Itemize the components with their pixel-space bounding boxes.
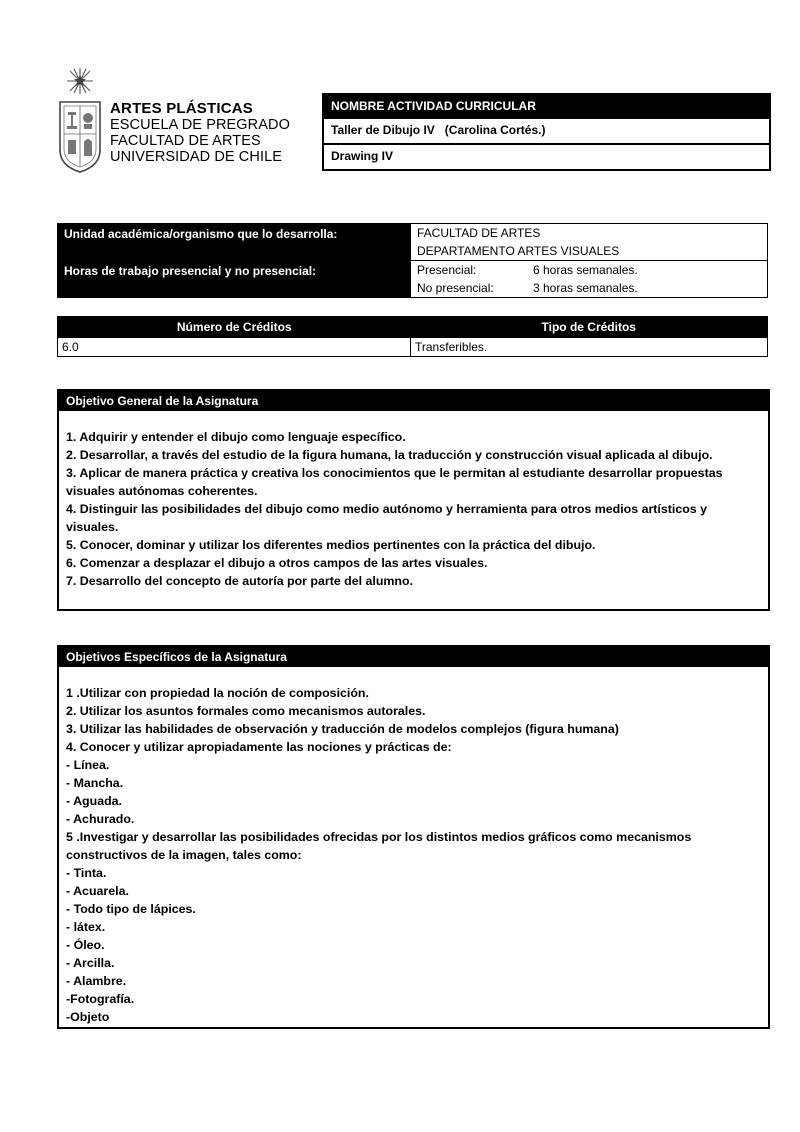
list-item: 6. Comenzar a desplazar el dibujo a otros campos de las artes visuales. xyxy=(66,556,488,570)
unit-row xyxy=(58,224,768,261)
hours-value xyxy=(411,261,768,298)
list-item: - Todo tipo de lápices. xyxy=(66,902,196,916)
specific-objectives-list xyxy=(59,667,768,1026)
list-item: 5 .Investigar y desarrollar las posibilidades ofrecidas por los distintos medios gráficos como mecanismos constructivos de la imagen, tales como: xyxy=(66,830,692,862)
list-item: - Alambre. xyxy=(66,974,127,988)
unit-hours-table xyxy=(57,223,768,298)
hours-row xyxy=(58,261,768,298)
hours-no-presencial-value: 3 horas semanales. xyxy=(533,281,638,295)
hours-no-presencial xyxy=(417,279,761,297)
list-item: 4. Conocer y utilizar apropiadamente las nociones y prácticas de: xyxy=(66,740,452,754)
list-item: - Achurado. xyxy=(66,812,135,826)
specific-objectives-section xyxy=(57,645,770,1029)
list-item: 1. Adquirir y entender el dibujo como lenguaje específico. xyxy=(66,430,406,444)
list-item: 7. Desarrollo del concepto de autoría por parte del alumno. xyxy=(66,574,414,588)
list-item: 1 .Utilizar con propiedad la noción de composición. xyxy=(66,686,369,700)
logo-line-faculty: FACULTAD DE ARTES xyxy=(110,133,261,149)
list-item: -Objeto xyxy=(66,1010,110,1024)
specific-objectives-title: Objetivos Específicos de la Asignatura xyxy=(59,647,768,667)
list-item: - Acuarela. xyxy=(66,884,129,898)
list-item: -Fotografía. xyxy=(66,992,135,1006)
list-item: 3. Utilizar las habilidades de observación y traducción de modelos complejos (figura humana) xyxy=(66,722,619,736)
general-objective-section xyxy=(57,389,770,611)
list-item: - Óleo. xyxy=(66,938,105,952)
list-item: 2. Desarrollar, a través del estudio de la figura humana, la traducción y construcción visual aplicada al dibujo. xyxy=(66,448,713,462)
unit-department: DEPARTAMENTO ARTES VISUALES xyxy=(417,244,620,258)
list-item: 3. Aplicar de manera práctica y creativa los conocimientos que le permitan al estudiante desarrollar propuestas visuales autónomas coherentes. xyxy=(66,466,723,498)
hours-presencial xyxy=(417,261,761,279)
list-item: 2. Utilizar los asuntos formales como mecanismos autorales. xyxy=(66,704,426,718)
credits-type-header: Tipo de Créditos xyxy=(411,317,768,338)
credits-number-header: Número de Créditos xyxy=(58,317,411,338)
list-item: - Aguada. xyxy=(66,794,122,808)
list-item: - Arcilla. xyxy=(66,956,115,970)
unit-label: Unidad académica/organismo que lo desarrolla: xyxy=(58,224,411,261)
hours-presencial-label: Presencial: xyxy=(417,263,477,277)
list-item: - Mancha. xyxy=(66,776,124,790)
activity-english-name: Drawing IV xyxy=(324,143,769,169)
general-objective-list xyxy=(59,411,768,590)
unit-value xyxy=(411,224,768,261)
list-item: - Tinta. xyxy=(66,866,107,880)
activity-name: Taller de Dibujo IV (Carolina Cortés.) xyxy=(324,117,769,143)
activity-name-box xyxy=(322,93,771,171)
credits-table xyxy=(57,316,768,357)
activity-name-header: NOMBRE ACTIVIDAD CURRICULAR xyxy=(324,95,769,117)
logo-title: ARTES PLÁSTICAS xyxy=(110,100,254,117)
institution-logo xyxy=(58,66,310,174)
logo-line-university: UNIVERSIDAD DE CHILE xyxy=(110,149,283,165)
list-item: - Línea. xyxy=(66,758,110,772)
list-item: 4. Distinguir las posibilidades del dibujo como medio autónomo y herramienta para otros medios artísticos y visuales. xyxy=(66,502,708,534)
credits-number: 6.0 xyxy=(58,338,411,357)
logo-line-school: ESCUELA DE PREGRADO xyxy=(110,117,290,133)
credits-value-row xyxy=(58,338,768,357)
credits-type: Transferibles. xyxy=(411,338,768,357)
university-seal-icon xyxy=(58,66,110,174)
general-objective-title: Objetivo General de la Asignatura xyxy=(59,391,768,411)
list-item: 5. Conocer, dominar y utilizar los diferentes medios pertinentes con la práctica del dibujo. xyxy=(66,538,596,552)
hours-label: Horas de trabajo presencial y no presencial: xyxy=(58,261,411,298)
hours-no-presencial-label: No presencial: xyxy=(417,281,494,295)
unit-faculty: FACULTAD DE ARTES xyxy=(417,226,541,240)
list-item: - látex. xyxy=(66,920,106,934)
hours-presencial-value: 6 horas semanales. xyxy=(533,263,638,277)
credits-header-row xyxy=(58,317,768,338)
